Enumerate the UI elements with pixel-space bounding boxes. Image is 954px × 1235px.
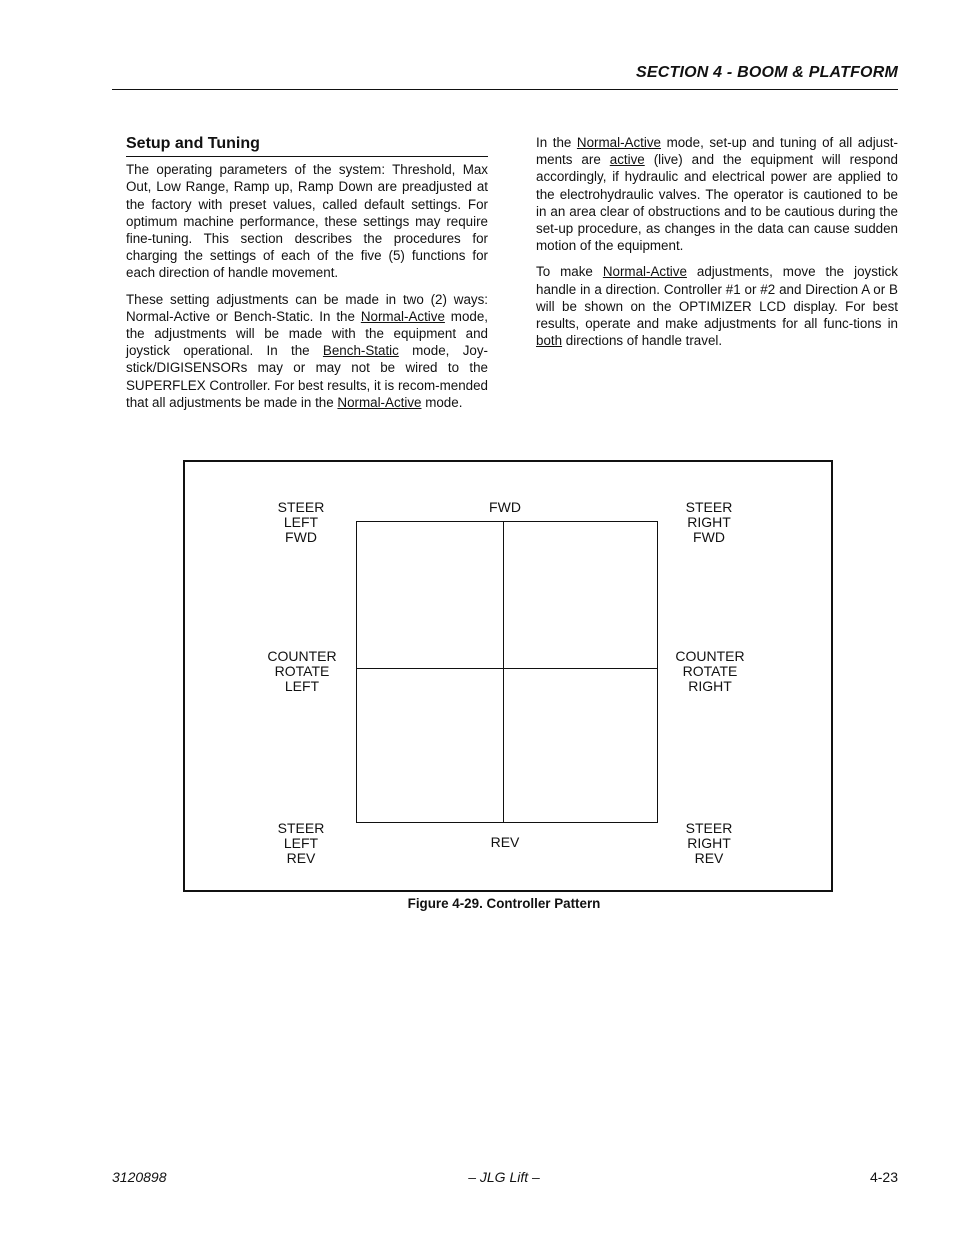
header-divider	[112, 89, 898, 90]
label-line: ROTATE	[682, 663, 738, 679]
label-steer-right-rev	[659, 821, 759, 866]
text-run: directions of handle travel.	[562, 333, 723, 349]
adjustments-paragraph	[536, 263, 898, 349]
section-title: SECTION 4 - BOOM & PLATFORM	[636, 64, 898, 81]
label-line: FWD	[693, 529, 725, 545]
figure-caption: Figure 4-29. Controller Pattern	[407, 896, 601, 911]
label-line: RIGHT	[688, 678, 732, 694]
label-line: FWD	[285, 529, 317, 545]
label-line: REV	[694, 850, 724, 866]
underlined-term: Normal-Active	[602, 264, 687, 280]
text-run: mode, Joy-stick/DIGISENSORs may or may not be wired to the SUPERFLEX Controller. For best results, it is recom-mended that all adjustments be made in the	[126, 343, 488, 410]
label-line: LEFT	[284, 678, 320, 694]
text-run: In the	[536, 135, 577, 150]
setup-paragraph-1: The operating parameters of the system: Threshold, Max Out, Low Range, Ramp up, Ramp Down are preadjusted at the factory with preset values, called default settings. For optimum machine performance, these settings may require fine-tuning. This section describes the procedures for charging the settings of each of the five (5) functions for each direction of handle movement.	[126, 162, 488, 281]
left-column	[126, 134, 488, 420]
controller-grid	[356, 521, 658, 823]
text-run: mode, set-up and tuning of all adjust-ments are	[536, 135, 898, 168]
label-line: LEFT	[283, 835, 319, 851]
label-line: STEER	[685, 499, 733, 515]
label-steer-right-fwd	[659, 500, 759, 545]
label-line: LEFT	[283, 514, 319, 530]
text-run: mode.	[421, 394, 463, 410]
text-run: (live) and the equipment will respond accordingly, if hydraulic and electrical power are applied to the electrohydraulic valves. The operator is cautioned to be in an area clear of obstructions and to be cautious during the set-up procedure, as changes in the data can cause sudden motion of the equipment.	[536, 152, 898, 254]
underlined-term: active	[609, 152, 645, 168]
label-line: ROTATE	[274, 663, 330, 679]
label-counter-rotate-left	[252, 649, 352, 694]
label-line: REV	[286, 850, 316, 866]
label-rev	[455, 835, 555, 850]
label-line: REV	[490, 834, 520, 850]
grid-vertical-divider	[503, 522, 504, 822]
label-line: STEER	[277, 499, 325, 515]
underlined-term: both	[536, 333, 563, 349]
label-counter-rotate-right	[660, 649, 760, 694]
label-steer-left-fwd	[251, 500, 351, 545]
label-line: COUNTER	[267, 648, 337, 664]
label-line: RIGHT	[687, 514, 731, 530]
grid-horizontal-divider	[357, 668, 657, 669]
underlined-term: Normal-Active	[360, 308, 445, 324]
controller-pattern-figure	[183, 460, 833, 892]
label-line: COUNTER	[675, 648, 745, 664]
page-number: 4-23	[869, 1169, 898, 1185]
label-line: STEER	[685, 820, 733, 836]
document-number: 3120898	[112, 1169, 167, 1185]
label-fwd	[455, 500, 555, 515]
label-line: RIGHT	[687, 835, 731, 851]
normal-active-paragraph	[536, 134, 898, 254]
text-run: To make	[536, 264, 603, 280]
underlined-term: Normal-Active	[337, 394, 422, 410]
label-line: FWD	[489, 499, 521, 515]
text-run: These setting adjustments can be made in two (2) ways: Normal-Active or Bench-Static. In the	[126, 291, 488, 324]
label-line: STEER	[277, 820, 325, 836]
setup-paragraph-2	[126, 291, 488, 411]
section-heading: Setup and Tuning	[126, 135, 488, 157]
underlined-term: Normal-Active	[576, 135, 661, 150]
underlined-term: Bench-Static	[322, 343, 399, 359]
footer-brand: – JLG Lift –	[468, 1169, 540, 1185]
right-column	[536, 134, 898, 358]
label-steer-left-rev	[251, 821, 351, 866]
text-run: mode, the adjustments will be made with the equipment and joystick operational. In the	[126, 308, 489, 359]
text-run: adjustments, move the joystick handle in a direction. Controller #1 or #2 and Direction A or B will be shown on the OPTIMIZER LCD display. For best results, operate and make adjustments for all func-tions in	[536, 264, 898, 332]
